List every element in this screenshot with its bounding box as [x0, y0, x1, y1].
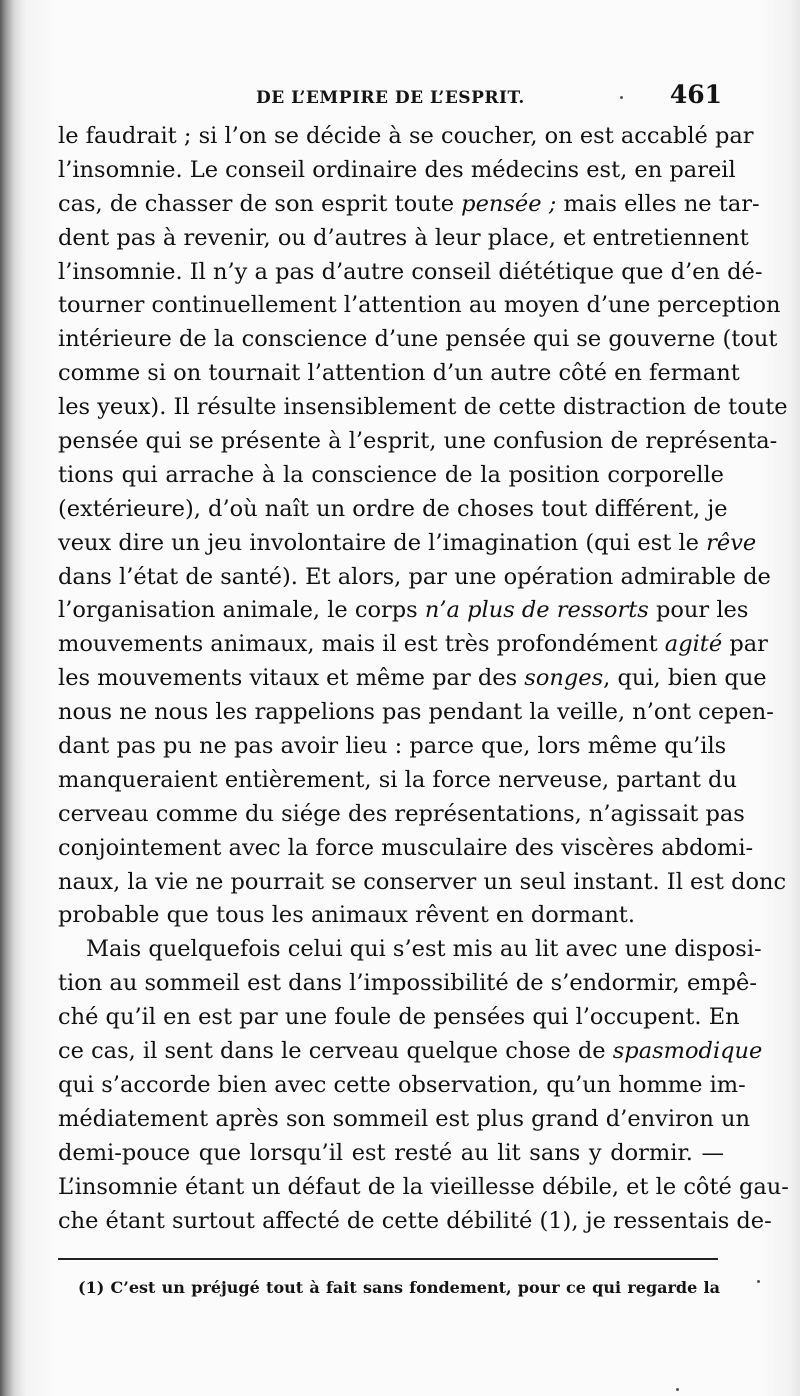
text-segment: veux dire un jeu involontaire de l’imagination (qui est le	[58, 529, 707, 556]
text-segment: manqueraient entièrement, si la force nerveuse, partant du	[58, 766, 737, 793]
text-segment: dant pas pu ne pas avoir lieu : parce que, lors même qu’ils	[58, 733, 727, 760]
text-line	[58, 391, 788, 425]
text-segment: tion au sommeil est dans l’impossibilité de s’endormir, empê-	[58, 970, 757, 997]
text-segment: l’organisation animale, le corps	[58, 597, 425, 624]
text-line	[58, 866, 787, 900]
text-line	[58, 1171, 789, 1205]
page-header	[58, 80, 724, 114]
text-segment: tions qui arrache à la conscience de la position corporelle	[58, 461, 724, 488]
text-line	[58, 1137, 724, 1171]
footnote-rule	[58, 1258, 718, 1260]
text-line	[58, 832, 754, 866]
text-line	[58, 561, 771, 595]
text-line	[58, 323, 778, 357]
text-segment: les mouvements vitaux et même par des	[58, 665, 525, 692]
text-segment: , qui, bien que	[603, 665, 767, 692]
text-line	[58, 933, 762, 967]
print-speck	[620, 96, 623, 99]
text-segment: pour les	[648, 597, 749, 624]
text-line	[58, 425, 778, 459]
text-line	[58, 662, 767, 696]
text-line	[58, 1069, 746, 1103]
text-segment: demi-pouce que lorsqu’il est resté au lit sans y dormir. —	[58, 1139, 724, 1166]
text-segment: l’insomnie. Le conseil ordinaire des médecins est, en pareil	[58, 156, 736, 183]
text-line	[58, 1205, 772, 1239]
text-segment: mais elles ne tar-	[556, 190, 760, 217]
text-line	[58, 1035, 763, 1069]
text-line	[58, 696, 774, 730]
body-text	[58, 120, 789, 1238]
text-segment: nous ne nous les rappelions pas pendant la veille, n’ont cepen-	[58, 699, 774, 726]
italic-text: n’a plus de ressorts	[424, 597, 649, 624]
text-segment: probable que tous les animaux rêvent en dormant.	[58, 902, 636, 929]
italic-text: pensée ;	[461, 190, 557, 217]
text-line	[58, 154, 736, 188]
text-segment: par	[722, 631, 768, 658]
text-line	[58, 730, 727, 764]
text-line	[58, 628, 768, 662]
text-line	[58, 289, 781, 323]
text-line	[58, 798, 745, 832]
text-segment: Mais quelquefois celui qui s’est mis au lit avec une disposi-	[86, 936, 762, 963]
text-segment: ce cas, il sent dans le cerveau quelque chose de	[58, 1038, 613, 1065]
text-segment: dent pas à revenir, ou d’autres à leur place, et entretiennent	[58, 224, 749, 251]
text-line	[58, 459, 724, 493]
text-segment: l’insomnie. Il n’y a pas d’autre conseil diététique que d’en dé-	[58, 258, 763, 285]
text-segment: le faudrait ; si l’on se décide à se coucher, on est accablé par	[58, 123, 754, 149]
text-segment: les yeux). Il résulte insensiblement de cette distraction de toute	[58, 394, 788, 421]
running-title: DE L’EMPIRE DE L’ESPRIT.	[256, 88, 525, 108]
text-segment: pensée qui se présente à l’esprit, une confusion de représenta-	[58, 428, 778, 455]
text-segment: intérieure de la conscience d’une pensée qui se gouverne (tout	[58, 326, 778, 353]
text-line	[58, 764, 737, 798]
text-line	[58, 222, 749, 256]
text-line	[58, 967, 757, 1001]
text-segment: conjointement avec la force musculaire des viscères abdomi-	[58, 834, 754, 861]
text-segment: cas, de chasser de son esprit toute	[58, 190, 462, 217]
text-line	[58, 594, 749, 628]
text-line	[58, 493, 728, 527]
text-line	[58, 899, 724, 933]
text-line	[58, 1103, 750, 1137]
page-number: 461	[669, 80, 722, 109]
text-segment: L’insomnie étant un défaut de la vieillesse débile, et le côté gau-	[58, 1173, 789, 1200]
text-segment: naux, la vie ne pourrait se conserver un seul instant. Il est donc	[58, 868, 787, 895]
text-line	[58, 357, 740, 391]
text-line	[58, 527, 757, 561]
text-segment: comme si on tournait l’attention d’un autre côté en fermant	[58, 360, 740, 387]
text-segment: médiatement après son sommeil est plus grand d’environ un	[58, 1105, 750, 1132]
text-line	[58, 120, 754, 154]
text-segment: ché qu’il en est par une foule de pensées qui l’occupent. En	[58, 1004, 740, 1031]
italic-text: spasmodique	[612, 1038, 763, 1065]
text-line	[58, 1001, 740, 1035]
text-segment: qui s’accorde bien avec cette observation, qu’un homme im-	[58, 1071, 746, 1098]
text-segment: (extérieure), d’où naît un ordre de choses tout différent, je	[58, 495, 728, 522]
text-segment: che étant surtout affecté de cette débilité (1), je ressentais de-	[58, 1207, 772, 1234]
text-segment: tourner continuellement l’attention au moyen d’une perception	[58, 292, 781, 319]
italic-text: rêve	[706, 529, 757, 556]
text-segment: cerveau comme du siége des représentations, n’agissait pas	[58, 800, 745, 827]
text-segment: mouvements animaux, mais il est très profondément	[58, 631, 665, 658]
print-speck	[676, 1388, 679, 1391]
text-segment: dans l’état de santé). Et alors, par une opération admirable de	[58, 563, 771, 590]
text-line	[58, 188, 760, 222]
footnote: (1) C’est un préjugé tout à fait sans fondement, pour ce qui regarde la	[78, 1278, 720, 1297]
text-line	[58, 256, 763, 290]
italic-text: agité	[664, 631, 723, 658]
italic-text: songes	[524, 665, 604, 692]
print-speck	[757, 1280, 760, 1283]
